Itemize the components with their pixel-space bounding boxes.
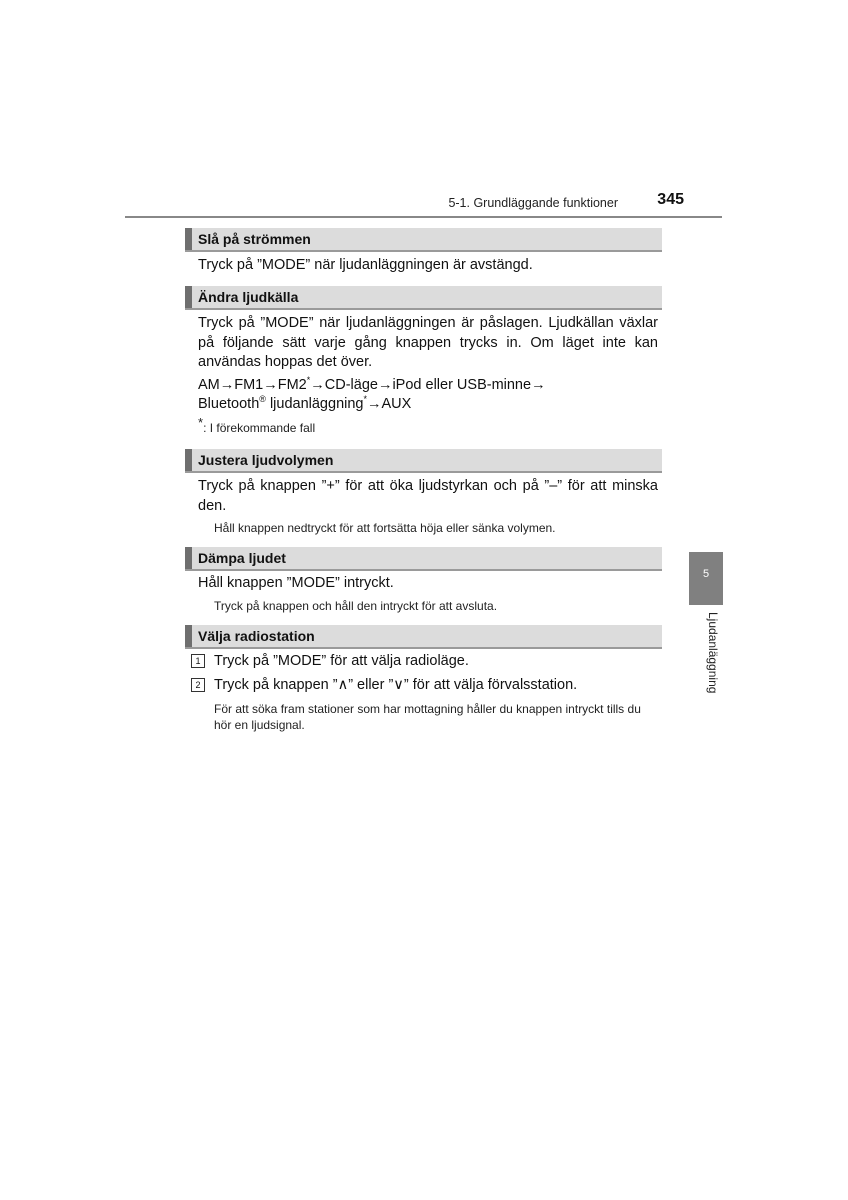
- header-rule: [125, 216, 722, 218]
- asterisk: *: [306, 375, 311, 386]
- section-heading-change-source: [185, 286, 662, 310]
- sequence-text: ljudanläggning: [265, 396, 364, 412]
- sequence-text: AM→FM1→FM2: [198, 377, 307, 393]
- section-note: Tryck på knappen och håll den intryckt för att avsluta.: [214, 599, 498, 613]
- section-body: Tryck på ”MODE” när ljudanläggningen är avstängd.: [198, 257, 533, 273]
- section-heading-mute: [185, 547, 662, 571]
- section-title: Dämpa ljudet: [198, 550, 286, 566]
- running-header-section: 5-1. Grundläggande funktioner: [448, 196, 618, 210]
- section-heading-adjust-volume: [185, 449, 662, 473]
- heading-marker: [185, 547, 192, 569]
- source-sequence-line-2: [198, 395, 658, 415]
- section-title: Justera ljudvolymen: [198, 452, 334, 468]
- section-note: Håll knappen nedtryckt för att fortsätta höja eller sänka volymen.: [214, 521, 556, 535]
- step-number: 1: [191, 654, 205, 668]
- sequence-text: →AUX: [367, 396, 412, 412]
- registered-mark: ®: [259, 394, 266, 405]
- section-note: För att söka fram stationer som har mottagning håller du knappen intryckt tills du hör en ljudsignal.: [214, 702, 641, 732]
- step-number: 2: [191, 678, 205, 692]
- step-text: Tryck på knappen ”∧” eller ”∨” för att välja förvalsstation.: [214, 677, 578, 693]
- source-sequence-line-1: [198, 376, 658, 396]
- heading-marker: [185, 449, 192, 471]
- heading-marker: [185, 625, 192, 647]
- step-2: [191, 676, 577, 695]
- page-number: 345: [657, 191, 684, 208]
- heading-marker: [185, 228, 192, 250]
- chapter-tab-label: Ljudanläggning: [706, 612, 720, 694]
- footnote: [198, 415, 598, 435]
- asterisk: *: [198, 415, 204, 430]
- section-title: Välja radiostation: [198, 628, 315, 644]
- sequence-text: Bluetooth: [198, 396, 260, 412]
- footnote-text: : I förekommande fall: [203, 421, 316, 435]
- step-text: Tryck på ”MODE” för att välja radioläge.: [214, 653, 469, 669]
- chapter-tab: 5: [689, 552, 723, 605]
- sequence-text: →CD-läge→iPod eller USB-minne→: [310, 377, 546, 393]
- section-heading-power-on: [185, 228, 662, 252]
- section-title: Slå på strömmen: [198, 231, 311, 247]
- section-body: Tryck på knappen ”+” för att öka ljudstyrkan och på ”–” för att minska den.: [198, 478, 658, 514]
- heading-marker: [185, 286, 192, 308]
- section-title: Ändra ljudkälla: [198, 289, 299, 305]
- section-body: Håll knappen ”MODE” intryckt.: [198, 575, 394, 591]
- section-body: Tryck på ”MODE” när ljudanläggningen är påslagen. Ljudkällan växlar på följande sätt varje gång knappen trycks in. Om läget inte kan användas hoppas det över.: [198, 315, 658, 370]
- section-heading-select-station: [185, 625, 662, 649]
- step-1: [191, 652, 469, 671]
- asterisk: *: [363, 394, 367, 405]
